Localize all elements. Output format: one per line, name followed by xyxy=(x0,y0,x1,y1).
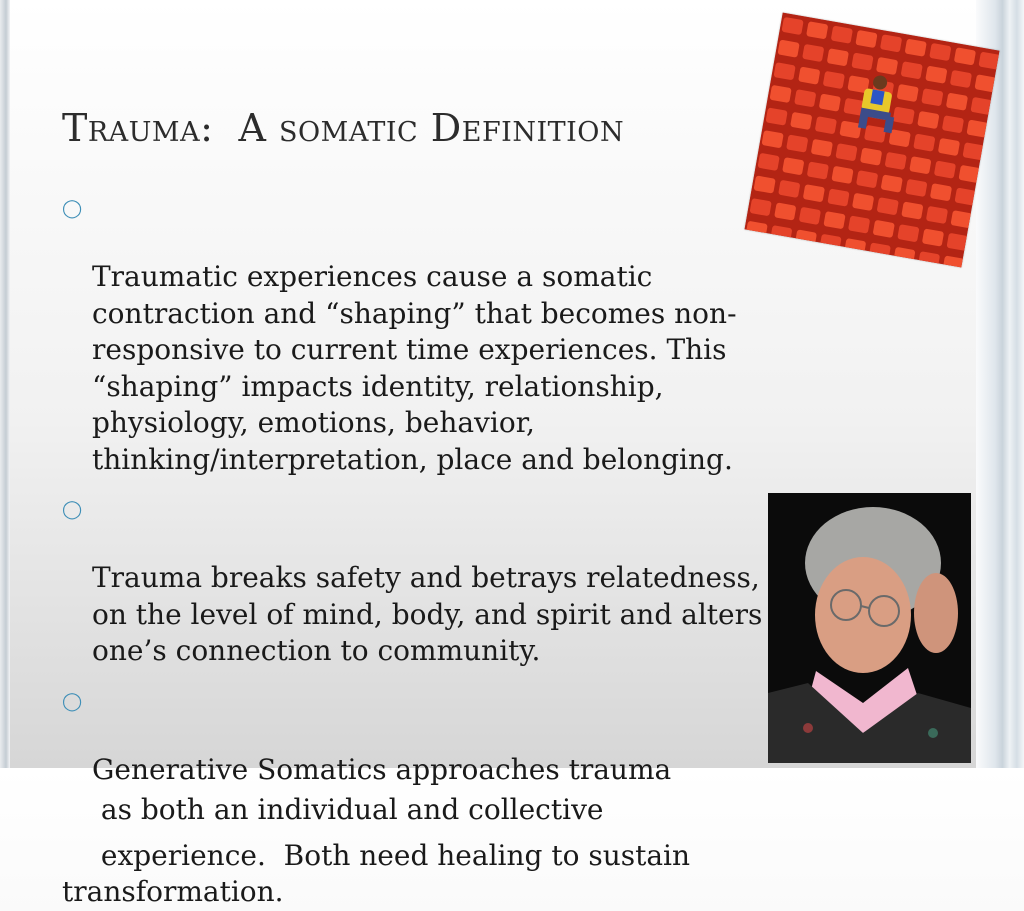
bullet-continuation: as both an individual and collective xyxy=(92,793,604,826)
bullet-text: Trauma breaks safety and betrays relatedness, on the level of mind, body, and spirit and alters one’s connection to community. xyxy=(92,561,763,667)
bullet-text: Generative Somatics approaches trauma xyxy=(92,752,672,786)
ring-bullet-icon: ◯ xyxy=(62,198,83,219)
bullet-item xyxy=(62,679,862,789)
bullet-tail: transformation. xyxy=(62,875,284,908)
bullet-item xyxy=(62,186,862,478)
bullet-item xyxy=(62,487,862,670)
ring-bullet-icon: ◯ xyxy=(62,499,83,520)
slide-title: Trauma: A somatic Definition xyxy=(62,106,625,150)
left-border-decoration xyxy=(0,0,10,768)
ring-bullet-icon: ◯ xyxy=(62,690,83,712)
bullet-continuation: experience. Both need healing to sustain xyxy=(92,838,691,872)
slide-body xyxy=(62,186,862,911)
bullet-text: Traumatic experiences cause a somatic contraction and “shaping” that becomes non- responsive to current time experiences. This “shaping” impacts identity, relationship, physiology, emotions, behavior, thinking/interpretation, place and belonging. xyxy=(92,260,737,476)
